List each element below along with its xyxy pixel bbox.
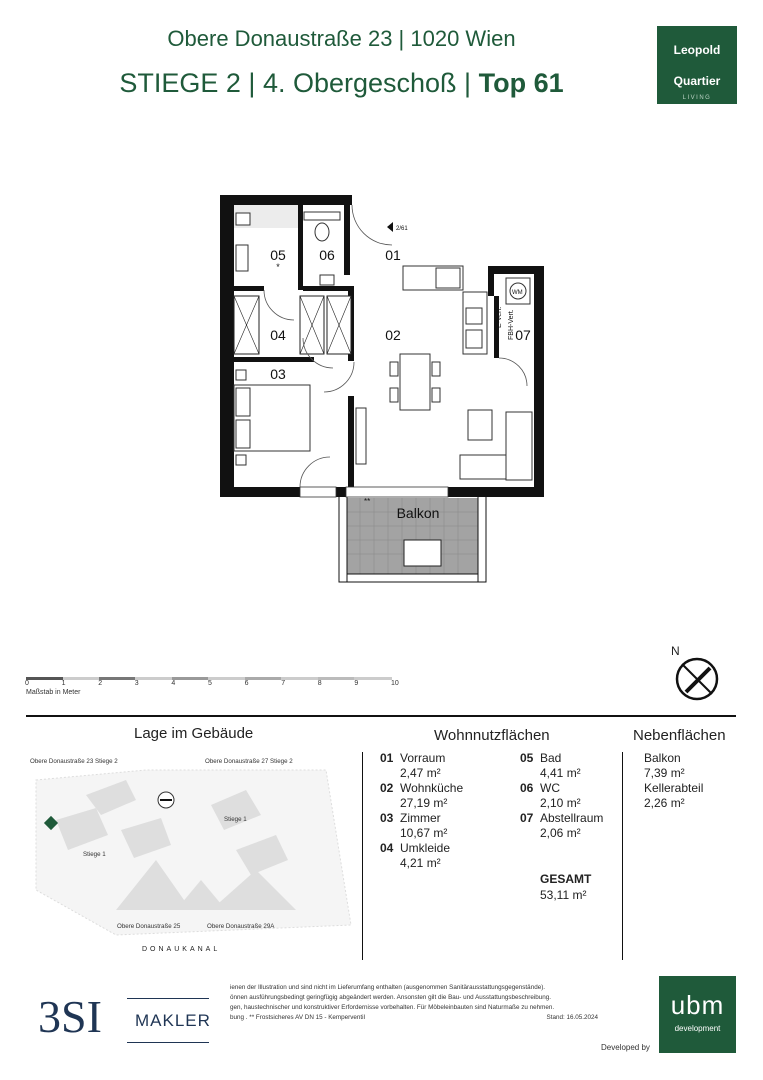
broker-label: MAKLER — [135, 1011, 211, 1030]
scale-tick-label: 6 — [244, 680, 249, 687]
door-tag: 2/61 — [396, 226, 408, 232]
map-label-bottom-left: Obere Donaustraße 25 — [117, 923, 181, 930]
side-areas-title: Nebenflächen — [633, 727, 726, 744]
area-name: Wohnküche — [400, 781, 464, 795]
area-value: 2,47 m² — [400, 766, 441, 780]
area-num: 05 — [520, 751, 534, 765]
living-areas-col1 — [380, 751, 510, 871]
scale-tick-label: 4 — [171, 680, 176, 687]
ubm-logo-bottom: development — [674, 1024, 721, 1033]
balcony-table — [404, 540, 441, 566]
map-label-stiege1-right: Stiege 1 — [224, 816, 247, 823]
washbasin — [236, 245, 248, 271]
room-label-07: 07 — [515, 327, 531, 343]
sofa — [460, 410, 532, 480]
ubm-logo-top: ubm — [670, 990, 725, 1020]
area-value: 4,21 m² — [400, 856, 441, 870]
unit-top: Top 61 — [478, 68, 564, 98]
area-name: Abstellraum — [540, 811, 604, 825]
room-label-05: 05 — [270, 247, 286, 263]
living-areas-title: Wohnnutzflächen — [434, 727, 550, 744]
wardrobes — [234, 296, 351, 354]
address-heading: Obere Donaustraße 23 | 1020 Wien — [167, 26, 516, 51]
disclaimer-line: önnen ausführungsbedingt geringfügig abgeändert werden. Ansonsten gilt die Bau- und Ausstattungsbeschreibung. — [230, 994, 552, 1001]
logo-line-2: Quartier — [673, 74, 721, 88]
broker-logo-rule-bottom — [127, 1042, 209, 1043]
area-row — [520, 751, 620, 781]
map-label-top-right: Obere Donaustraße 27 Stiege 2 — [205, 758, 293, 765]
balcony-label: Balkon — [396, 505, 440, 521]
disclaimer-line: bung . ** Frostsicheres AV DN 15 - Kemperventil — [230, 1014, 365, 1021]
area-num: 06 — [520, 781, 534, 795]
side-areas-list — [644, 751, 703, 811]
evert-label: E-Vert. — [496, 306, 503, 328]
compass-icon — [674, 656, 720, 702]
logo-line-3: LIVING — [682, 95, 712, 101]
area-num: 07 — [520, 811, 534, 825]
room-label-02: 02 — [385, 327, 401, 343]
bed — [234, 370, 310, 465]
scale-tick-label: 1 — [61, 680, 66, 687]
double-star-mark: ** — [364, 497, 371, 506]
area-value: 27,19 m² — [400, 796, 448, 810]
entrance-arrow-icon — [387, 222, 393, 232]
scale-tick-label: 8 — [317, 680, 322, 687]
living-areas-col2 — [520, 751, 620, 841]
side-area-name: Balkon — [644, 751, 681, 765]
broker-logo-rule-top — [127, 998, 209, 999]
area-value: 4,41 m² — [540, 766, 581, 780]
star-mark: * — [276, 262, 280, 272]
area-num: 04 — [380, 841, 394, 855]
area-row — [520, 811, 620, 841]
area-name: Umkleide — [400, 841, 451, 855]
side-area-value: 2,26 m² — [644, 796, 685, 810]
area-value: 2,10 m² — [540, 796, 581, 810]
tv-unit — [356, 408, 366, 464]
scale-caption: Maßstab in Meter — [26, 689, 81, 696]
area-num: 02 — [380, 781, 394, 795]
map-label-stiege1-left: Stiege 1 — [83, 851, 106, 858]
fbh-label: FBH-Vert. — [508, 309, 515, 340]
unit-prefix: STIEGE 2 | 4. Obergeschoß | — [119, 68, 472, 98]
area-name: Vorraum — [400, 751, 446, 765]
area-row — [380, 811, 510, 841]
area-value: 2,06 m² — [540, 826, 581, 840]
kitchen-counter — [403, 266, 487, 354]
area-name: Bad — [540, 751, 562, 765]
disclaimer — [230, 983, 610, 1023]
disclaimer-line: gen, haustechnischer und konstruktiver Erfordernisse vorbehalten. Für Möbeleinbauten sind Naturmaße zu nehmen. — [230, 1004, 555, 1011]
area-num: 01 — [380, 751, 394, 765]
location-map — [26, 760, 356, 940]
scale-tick-label: 3 — [134, 680, 139, 687]
area-row — [380, 841, 510, 871]
area-name: Zimmer — [400, 811, 441, 825]
side-area-name: Kellerabteil — [644, 781, 704, 795]
room-label-01: 01 — [385, 247, 401, 263]
room-label-03: 03 — [270, 366, 286, 382]
disclaimer-line: ienen der Illustration und sind nicht im Lieferumfang enthalten (ausgenommen Sanitärausstattungsgegenstände). — [230, 984, 546, 991]
divider-top — [26, 715, 736, 717]
total-label: GESAMT — [540, 872, 592, 886]
total-value: 53,11 m² — [540, 888, 587, 902]
area-value: 10,67 m² — [400, 826, 448, 840]
scale-tick-label: 5 — [208, 680, 212, 687]
dining-set — [390, 354, 440, 410]
scale-bar — [24, 675, 404, 703]
map-label-bottom-right: Obere Donaustraße 29A — [207, 923, 275, 930]
location-title: Lage im Gebäude — [134, 725, 254, 742]
developed-by: Developed by — [601, 1043, 650, 1052]
broker-logo: 3SI — [38, 991, 102, 1042]
room-label-04: 04 — [270, 327, 286, 343]
canal-label: DONAUKANAL — [142, 946, 221, 953]
scale-tick-label: 0 — [25, 680, 29, 687]
scale-tick-label: 7 — [281, 680, 286, 687]
map-label-top-left: Obere Donaustraße 23 Stiege 2 — [30, 758, 118, 765]
area-row — [380, 781, 510, 811]
room-label-06: 06 — [319, 247, 335, 263]
plan-date: Stand: 16.05.2024 — [546, 1014, 598, 1021]
scale-tick-label: 10 — [391, 680, 399, 687]
divider-vertical-1 — [362, 752, 363, 960]
scale-tick-label: 9 — [354, 680, 359, 687]
area-num: 03 — [380, 811, 394, 825]
area-row — [520, 781, 620, 811]
side-area-value: 7,39 m² — [644, 766, 685, 780]
logo-line-1: Leopold — [673, 43, 721, 57]
divider-vertical-2 — [622, 752, 623, 960]
wc-bowl — [315, 223, 329, 241]
wm-label: WM — [512, 290, 523, 296]
area-name: WC — [540, 781, 560, 795]
scale-tick-label: 2 — [98, 680, 103, 687]
ubm-logo — [659, 976, 736, 1053]
compass-label: N — [671, 644, 680, 658]
area-row — [380, 751, 510, 781]
